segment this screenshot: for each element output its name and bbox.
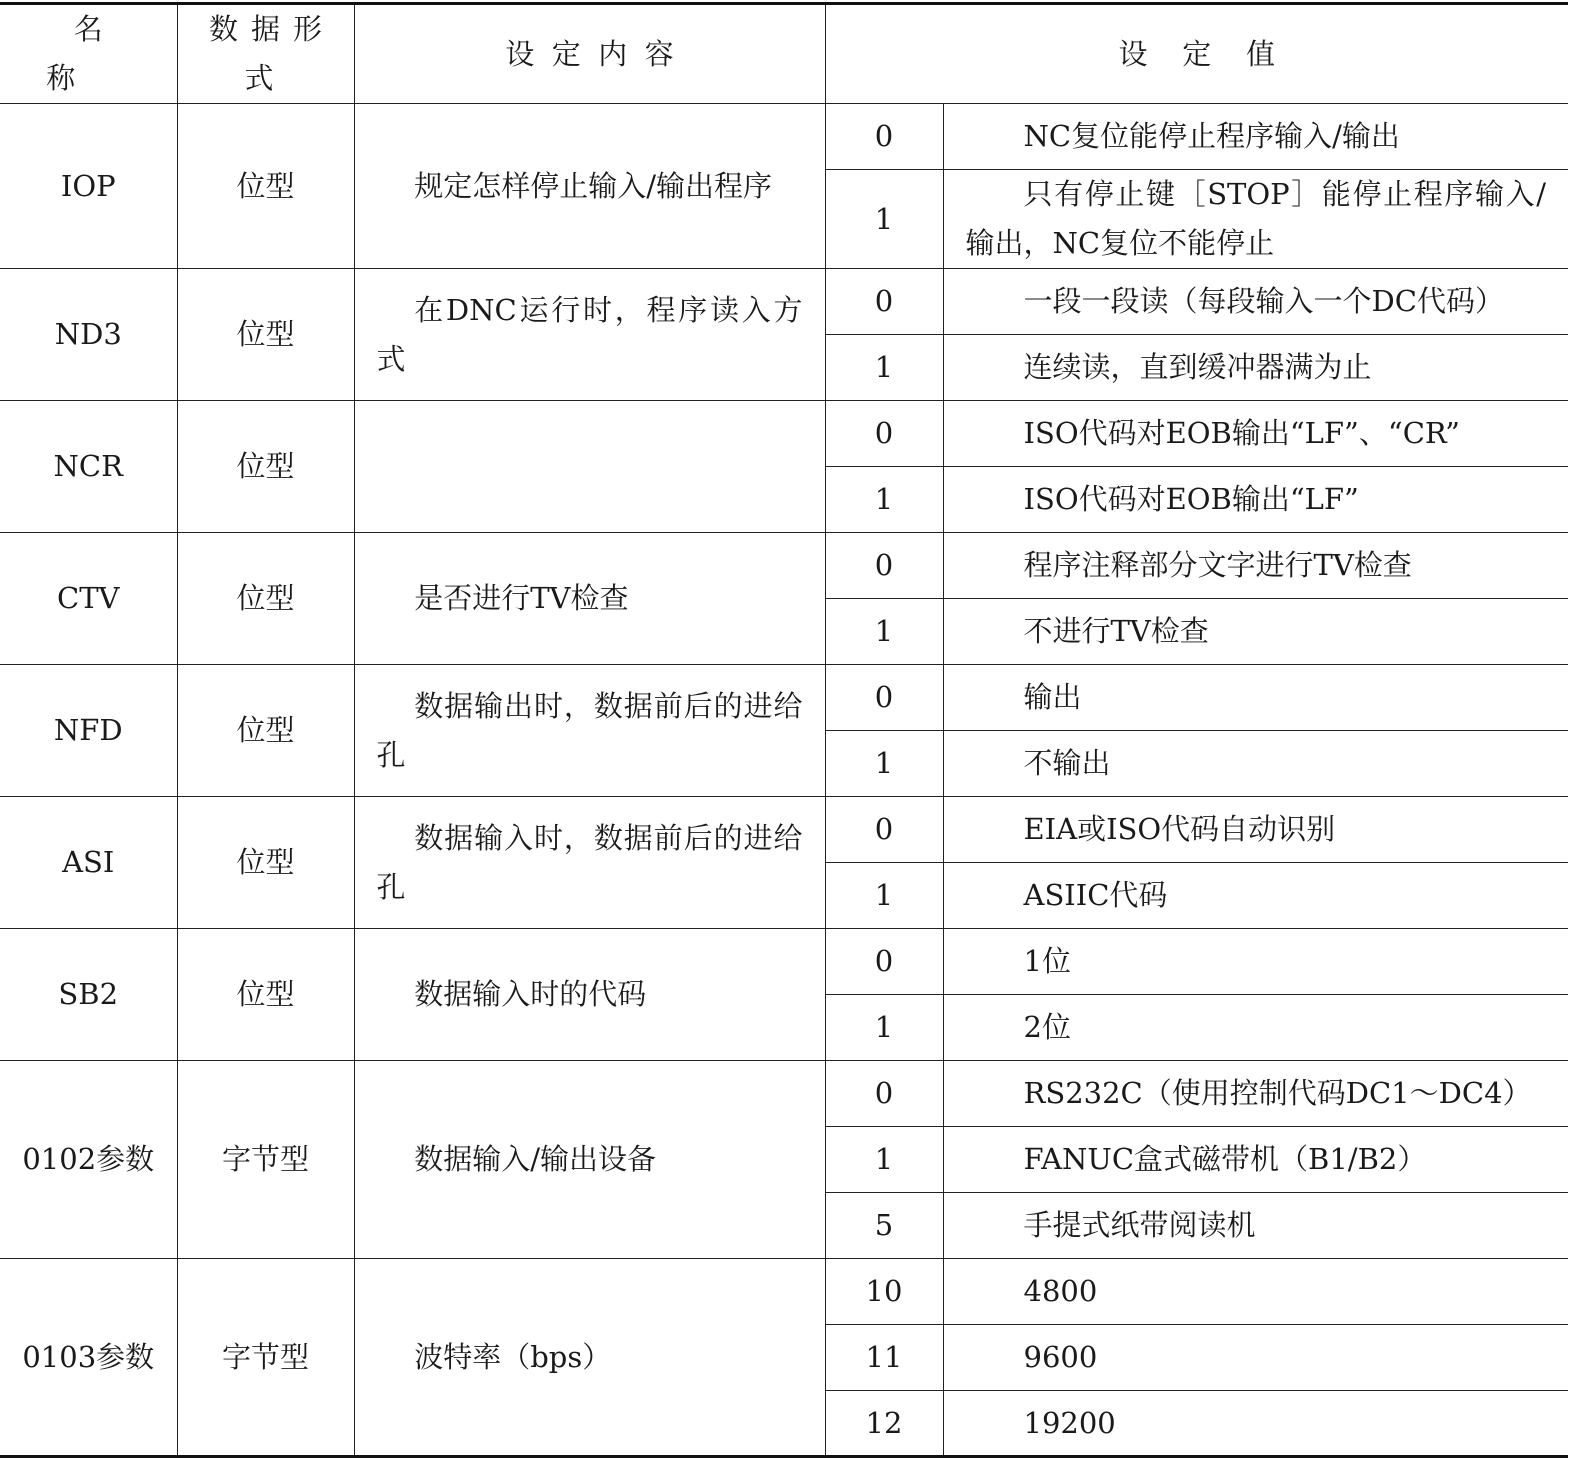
setting-description-text: RS232C（使用控制代码DC1～DC4）: [1023, 1076, 1532, 1110]
setting-description-text: 4800: [1023, 1274, 1098, 1308]
setting-description-cell: [943, 467, 1568, 533]
table-row: [0, 1061, 1568, 1127]
data-form-cell: 位型: [177, 533, 354, 665]
data-form-cell: 位型: [177, 401, 354, 533]
data-form-cell: 字节型: [177, 1061, 354, 1259]
setting-code-cell: 1: [825, 1127, 943, 1193]
param-name-cell: NCR: [0, 401, 177, 533]
setting-description-text: 输出: [1023, 680, 1082, 714]
setting-description-text: NC复位能停止程序输入/输出: [1023, 119, 1400, 153]
setting-content-cell: [354, 1061, 825, 1259]
setting-description-cell: [943, 1259, 1568, 1325]
param-name-cell: SB2: [0, 929, 177, 1061]
setting-code-cell: 0: [825, 1061, 943, 1127]
setting-description-text: 手提式纸带阅读机: [1023, 1208, 1256, 1242]
setting-description-text: ISO代码对EOB输出“LF”、“CR”: [1023, 416, 1460, 450]
header-row: [0, 4, 1568, 104]
data-form-cell: 位型: [177, 665, 354, 797]
setting-code-cell: 12: [825, 1391, 943, 1457]
setting-code-cell: 0: [825, 104, 943, 170]
setting-description-text: ISO代码对EOB输出“LF”: [1023, 482, 1359, 516]
setting-code-cell: 0: [825, 533, 943, 599]
data-form-cell: 位型: [177, 929, 354, 1061]
param-name-cell: ND3: [0, 269, 177, 401]
header-name: 名称: [0, 4, 177, 104]
setting-description-cell: [943, 104, 1568, 170]
setting-description-text: FANUC盒式磁带机（B1/B2）: [1023, 1142, 1427, 1176]
setting-description-cell: [943, 995, 1568, 1061]
setting-description-text: 程序注释部分文字进行TV检查: [1023, 548, 1412, 582]
table-row: [0, 797, 1568, 863]
param-name-cell: ASI: [0, 797, 177, 929]
setting-code-cell: 0: [825, 797, 943, 863]
table-row: [0, 533, 1568, 599]
setting-description-cell: [943, 863, 1568, 929]
setting-description-cell: [943, 1325, 1568, 1391]
setting-description-cell: [943, 533, 1568, 599]
setting-code-cell: 1: [825, 170, 943, 269]
setting-content-text: 在DNC运行时，程序读入方式: [376, 292, 803, 376]
setting-description-cell: [943, 929, 1568, 995]
setting-description-cell: [943, 665, 1568, 731]
setting-content-cell: [354, 929, 825, 1061]
setting-content-cell: [354, 269, 825, 401]
setting-description-cell: [943, 599, 1568, 665]
setting-content-text: 数据输出时，数据前后的进给孔: [376, 688, 803, 772]
table-row: [0, 929, 1568, 995]
setting-code-cell: 1: [825, 731, 943, 797]
setting-content-cell: [354, 401, 825, 533]
data-form-cell: 位型: [177, 797, 354, 929]
setting-content-text: 是否进行TV检查: [414, 581, 629, 615]
setting-code-cell: 1: [825, 467, 943, 533]
setting-description-text: 不进行TV检查: [1023, 614, 1209, 648]
setting-description-cell: [943, 797, 1568, 863]
setting-code-cell: 0: [825, 269, 943, 335]
data-form-cell: 字节型: [177, 1259, 354, 1457]
setting-description-cell: [943, 1127, 1568, 1193]
setting-description-text: 19200: [1023, 1405, 1116, 1440]
setting-code-cell: 1: [825, 335, 943, 401]
table-row: [0, 269, 1568, 335]
table-row: [0, 104, 1568, 170]
table-row: [0, 1259, 1568, 1325]
setting-content-cell: [354, 104, 825, 269]
setting-description-cell: [943, 1061, 1568, 1127]
setting-code-cell: 1: [825, 599, 943, 665]
setting-description-text: 连续读，直到缓冲器满为止: [1023, 350, 1372, 384]
data-form-cell: 位型: [177, 104, 354, 269]
header-setting-value: 设定值: [825, 4, 1568, 104]
setting-content-cell: [354, 1259, 825, 1457]
setting-code-cell: 10: [825, 1259, 943, 1325]
setting-description-text: 不输出: [1023, 746, 1111, 780]
param-name-cell: NFD: [0, 665, 177, 797]
setting-code-cell: 0: [825, 929, 943, 995]
setting-content-text: 数据输入/输出设备: [414, 1142, 656, 1176]
setting-code-cell: 0: [825, 401, 943, 467]
setting-description-text: 9600: [1023, 1340, 1098, 1374]
data-form-cell: 位型: [177, 269, 354, 401]
param-name-cell: CTV: [0, 533, 177, 665]
setting-description-cell: [943, 335, 1568, 401]
table-body: [0, 104, 1568, 1457]
setting-code-cell: 11: [825, 1325, 943, 1391]
setting-content-text: 数据输入时，数据前后的进给孔: [376, 820, 803, 904]
param-name-cell: 0102参数: [0, 1061, 177, 1259]
setting-code-cell: 1: [825, 995, 943, 1061]
setting-content-cell: [354, 797, 825, 929]
setting-content-cell: [354, 665, 825, 797]
setting-description-cell: [943, 170, 1568, 269]
setting-description-text: 只有停止键［STOP］能停止程序输入/输出，NC复位不能停止: [965, 177, 1547, 260]
table-row: [0, 401, 1568, 467]
param-name-cell: IOP: [0, 104, 177, 269]
setting-code-cell: 1: [825, 863, 943, 929]
header-data-form: 数据形式: [177, 4, 354, 104]
setting-content-cell: [354, 533, 825, 665]
setting-description-cell: [943, 731, 1568, 797]
setting-description-text: 1位: [1023, 944, 1071, 978]
param-name-cell: 0103参数: [0, 1259, 177, 1457]
header-setting-content: 设定内容: [354, 4, 825, 104]
setting-content-text: 波特率（bps）: [414, 1339, 612, 1374]
setting-content-text: 规定怎样停止输入/输出程序: [414, 168, 772, 203]
setting-description-cell: [943, 401, 1568, 467]
setting-description-cell: [943, 1391, 1568, 1457]
table-row: [0, 665, 1568, 731]
setting-code-cell: 0: [825, 665, 943, 731]
setting-description-text: 2位: [1023, 1010, 1071, 1044]
setting-description-cell: [943, 269, 1568, 335]
parameter-table: [0, 2, 1568, 1458]
setting-code-cell: 5: [825, 1193, 943, 1259]
setting-description-text: EIA或ISO代码自动识别: [1023, 812, 1336, 846]
setting-description-cell: [943, 1193, 1568, 1259]
setting-description-text: 一段一段读（每段输入一个DC代码）: [1023, 284, 1504, 318]
setting-content-text: 数据输入时的代码: [414, 977, 647, 1011]
setting-description-text: ASIIC代码: [1023, 878, 1168, 912]
